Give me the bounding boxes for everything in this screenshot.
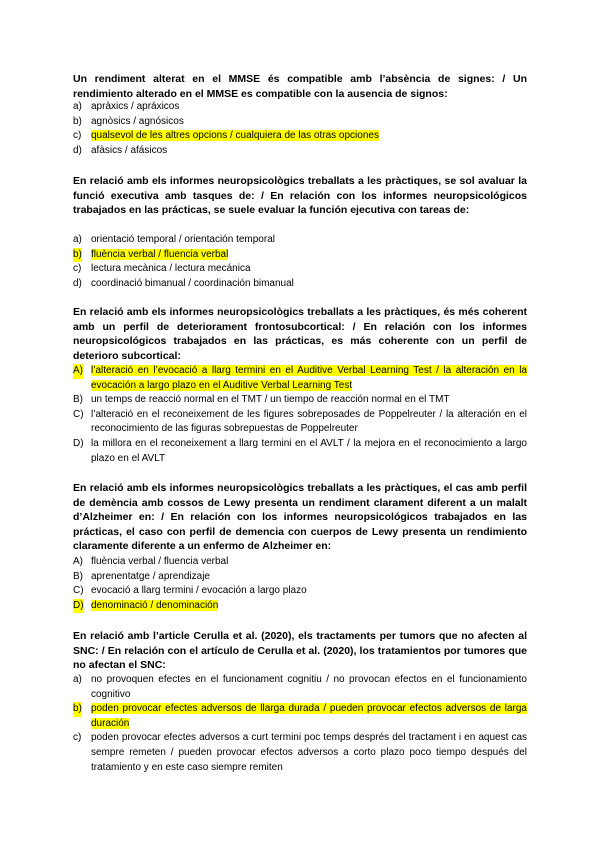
option-label: A) xyxy=(73,364,83,379)
option-label: D) xyxy=(73,599,84,614)
question-4-option-b xyxy=(73,570,527,585)
question-3-option-c xyxy=(73,408,527,437)
question-2-option-d xyxy=(73,277,527,292)
question-5-options xyxy=(73,673,527,775)
option-text: fluència verbal / fluencia verbal xyxy=(91,248,229,260)
question-1-option-c-highlighted xyxy=(73,129,527,144)
question-4-option-a xyxy=(73,555,527,570)
option-label: C) xyxy=(73,585,84,597)
question-4-options xyxy=(73,555,527,613)
option-text: un temps de reacció normal en el TMT / un tiempo de reacción normal en el TMT xyxy=(91,394,450,406)
option-text: no provoquen efectes en el funcionament cognitiu / no provocan efectos en el funcionamiento cognitivo xyxy=(91,674,527,700)
question-5-option-b-highlighted xyxy=(73,702,527,731)
question-3-option-d xyxy=(73,437,527,466)
question-4-option-d-highlighted xyxy=(73,599,527,614)
option-text: orientació temporal / orientación temporal xyxy=(91,234,275,245)
option-text: fluència verbal / fluencia verbal xyxy=(91,556,229,567)
question-1-option-b xyxy=(73,115,527,130)
option-label: b) xyxy=(73,702,82,717)
question-5-option-a xyxy=(73,673,527,702)
option-text: agnòsics / agnósicos xyxy=(91,115,184,127)
option-label: C) xyxy=(73,408,84,420)
option-label: a) xyxy=(73,674,82,685)
question-4-text: En relació amb els informes neuropsicològics treballats a les pràctiques, el cas amb perfil de demència amb cossos de Lewy presenta un rendiment clarament diferent a un malalt d’Alzheimer en: / En relación con los informes neuropsicológicos trabajados en las prácticas, el caso con perfil de demencia con cuerpos de Lewy presenta un rendimiento claramente diferente a un enfermo de Alzheimer en: xyxy=(73,482,527,552)
option-label: B) xyxy=(73,570,83,582)
question-2-option-c xyxy=(73,262,527,277)
question-1-option-d xyxy=(73,144,527,159)
option-label: a) xyxy=(73,101,82,112)
question-3-options xyxy=(73,364,527,466)
option-label: c) xyxy=(73,263,82,275)
question-2-option-a xyxy=(73,233,527,248)
option-text: denominació / denominación xyxy=(91,599,219,611)
option-text: qualsevol de les altres opcions / cualquiera de las otras opciones xyxy=(91,130,379,142)
question-3-option-b xyxy=(73,393,527,408)
question-2-option-b-highlighted xyxy=(73,248,527,263)
option-text: poden provocar efectes adversos a curt termini poc temps després del tractament i en aquest cas sempre remeten / pueden provocar efectos adversos a corto plazo poco tiempo después del tratamiento y en este caso siempre remiten xyxy=(91,732,527,773)
option-text: coordinació bimanual / coordinación bimanual xyxy=(91,277,294,289)
option-label: d) xyxy=(73,144,82,156)
option-label: B) xyxy=(73,394,83,406)
option-label: b) xyxy=(73,115,82,127)
option-text: lectura mecànica / lectura mecánica xyxy=(91,263,251,275)
option-text: l’alteració en l’evocació a llarg termini en el Auditive Verbal Learning Test / la alteración en la evocación a largo plazo en el Auditive Verbal Learning Test xyxy=(91,365,527,391)
question-2-text: En relació amb els informes neuropsicològics treballats a les pràctiques, se sol avaluar la funció executiva amb tasques de: / En relación con los informes neuropsicológicos trabajados en las prácticas, se suele evaluar la función ejecutiva con tareas de: xyxy=(73,175,527,216)
option-label: c) xyxy=(73,130,82,142)
option-text: poden provocar efectes adversos de llarga durada / pueden provocar efectos adversos de larga duración xyxy=(91,703,527,729)
option-text: la millora en el reconeixement a llarg termini en el AVLT / la mejora en el reconocimiento a largo plazo en el AVLT xyxy=(91,437,527,464)
option-label: A) xyxy=(73,556,83,567)
option-text: afàsics / afásicos xyxy=(91,144,168,156)
question-2-options xyxy=(73,233,527,291)
option-text: aprenentatge / aprendizaje xyxy=(91,570,210,582)
question-1-text: Un rendiment alterat en el MMSE és compatible amb l’absència de signes: / Un rendimiento alterado en el MMSE es compatible con la ausencia de signos: xyxy=(73,73,527,100)
option-label: a) xyxy=(73,234,82,245)
option-label: c) xyxy=(73,732,82,744)
option-label: D) xyxy=(73,437,84,449)
question-1-options xyxy=(73,100,527,158)
question-5-option-c xyxy=(73,731,527,775)
option-label: b) xyxy=(73,248,82,263)
question-5-text: En relació amb l’article Cerulla et al. (2020), els tractaments per tumors que no afecten al SNC: / En relación con el artículo de Cerulla et al. (2020), los tratamientos por tumores que no afectan el SNC: xyxy=(73,630,527,671)
option-label: d) xyxy=(73,277,82,289)
question-4-option-c xyxy=(73,584,527,599)
question-3-option-a-highlighted xyxy=(73,364,527,393)
question-3-text: En relació amb els informes neuropsicològics treballats a les pràctiques, és més coherent amb un perfil de deteriorament frontosubcortical: / En relación con los informes neuropsicológicos trabajados en las prácticas, es más coherente con un perfil de deterioro subcortical: xyxy=(73,306,527,362)
question-1-option-a xyxy=(73,100,527,115)
option-text: l’alteració en el reconeixement de les figures sobreposades de Poppelreuter / la alteración en el reconocimiento de las figuras sobrepuestas de Poppelreuter xyxy=(91,408,527,435)
option-text: apràxics / apráxicos xyxy=(91,101,180,112)
option-text: evocació a llarg termini / evocación a largo plazo xyxy=(91,585,307,597)
